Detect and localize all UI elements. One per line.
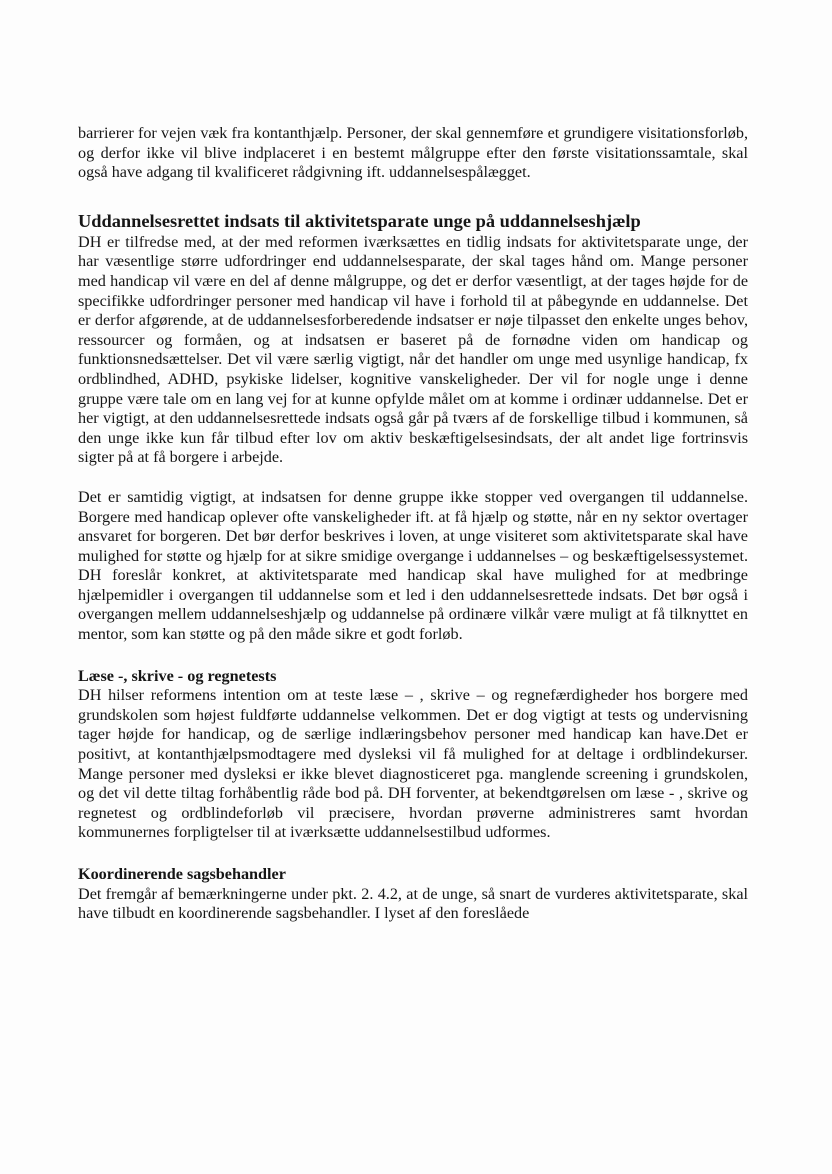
intro-paragraph: barrierer for vejen væk fra kontanthjælp. Personer, der skal gennemføre et grundigere visitationsforløb, og derfor ikke vil blive indplaceret i en bestemt målgruppe efter den første visitationssamtale, skal også have adgang til kvalificeret rådgivning ift. uddannelsespålægget. [78,124,748,182]
document-body [78,124,748,924]
section-paragraph: DH er tilfredse med, at der med reformen iværksættes en tidlig indsats for aktivitetsparate unge, der har væsentlige større udfordringer end uddannelsesparate, der skal tages hånd om. Mange personer med handicap vil være en del af denne målgruppe, og det er derfor væsentligt, at der tages højde for de specifikke udfordringer personer med handicap vil have i forhold til at påbegynde en uddannelse. Det er derfor afgørende, at de uddannelsesforberedende indsatser er nøje tilpasset den enkelte unges behov, ressourcer og formåen, og at indsatsen er baseret på de fornødne viden om handicap og funktionsnedsættelser. Det vil være særlig vigtigt, når det handler om unge med usynlige handicap, fx ordblindhed, ADHD, psykiske lidelser, kognitive vanskeligheder. Der vil for nogle unge i denne gruppe være tale om en lang vej for at kunne opfylde målet om at komme i ordinær uddannelse. Det er her vigtigt, at den uddannelsesrettede indsats også går på tværs af de forskellige tilbud i kommunen, så den unge ikke kun får tilbud efter lov om aktiv beskæftigelsesindsats, der alt andet lige fortrinsvis sigter på at få borgere i arbejde. [78,232,748,467]
section-koordinerende-sagsbehandler [78,865,748,924]
section-heading: Koordinerende sagsbehandler [78,865,286,883]
section-laese-skrive-regnetests [78,667,748,843]
section-heading: Læse -, skrive - og regnetests [78,666,277,685]
section-heading: Uddannelsesrettet indsats til aktivitetsparate unge på uddannelseshjælp [78,210,641,231]
section-uddannelsesrettet-indsats [78,209,748,645]
section-paragraph: Det er samtidig vigtigt, at indsatsen for denne gruppe ikke stopper ved overgangen til uddannelse. Borgere med handicap oplever ofte vanskeligheder ift. at få hjælp og støtte, når en ny sektor overtager ansvaret for borgeren. Det bør derfor beskrives i loven, at unge visiteret som aktivitetsparate skal have mulighed for støtte og hjælp for at sikre smidige overgange i uddannelses – og beskæftigelsessystemet. DH foreslår konkret, at aktivitetsparate med handicap skal have mulighed for at medbringe hjælpemidler i overgangen til uddannelse som et led i den uddannelsesrettede indsats. Det bør også i overgangen mellem uddannelseshjælp og uddannelse på ordinære vilkår være muligt at få tilknyttet en mentor, som kan støtte og på den måde sikre et godt forløb. [78,487,748,644]
section-paragraph: DH hilser reformens intention om at teste læse – , skrive – og regnefærdigheder hos borgere med grundskolen som højest fuldførte uddannelse velkommen. Det er dog vigtigt at tests og undervisning tager højde for handicap, og de særlige indlæringsbehov personer med handicap kan have.Det er positivt, at kontanthjælpsmodtagere med dysleksi vil få mulighed for at deltage i ordblindekurser. Mange personer med dysleksi er ikke blevet diagnosticeret pga. manglende screening i grundskolen, og det vil dette tiltag forhåbentlig råde bod på. DH forventer, at bekendtgørelsen om læse - , skrive og regnetest og ordblindeforløb vil præcisere, hvordan prøverne administreres samt hvordan kommunernes forpligtelser til at iværksætte uddannelsestilbud udformes. [78,686,748,842]
section-paragraph: Det fremgår af bemærkningerne under pkt. 2. 4.2, at de unge, så snart de vurderes aktivitetsparate, skal have tilbudt en koordinerende sagsbehandler. I lyset af den foreslåede [78,884,748,923]
